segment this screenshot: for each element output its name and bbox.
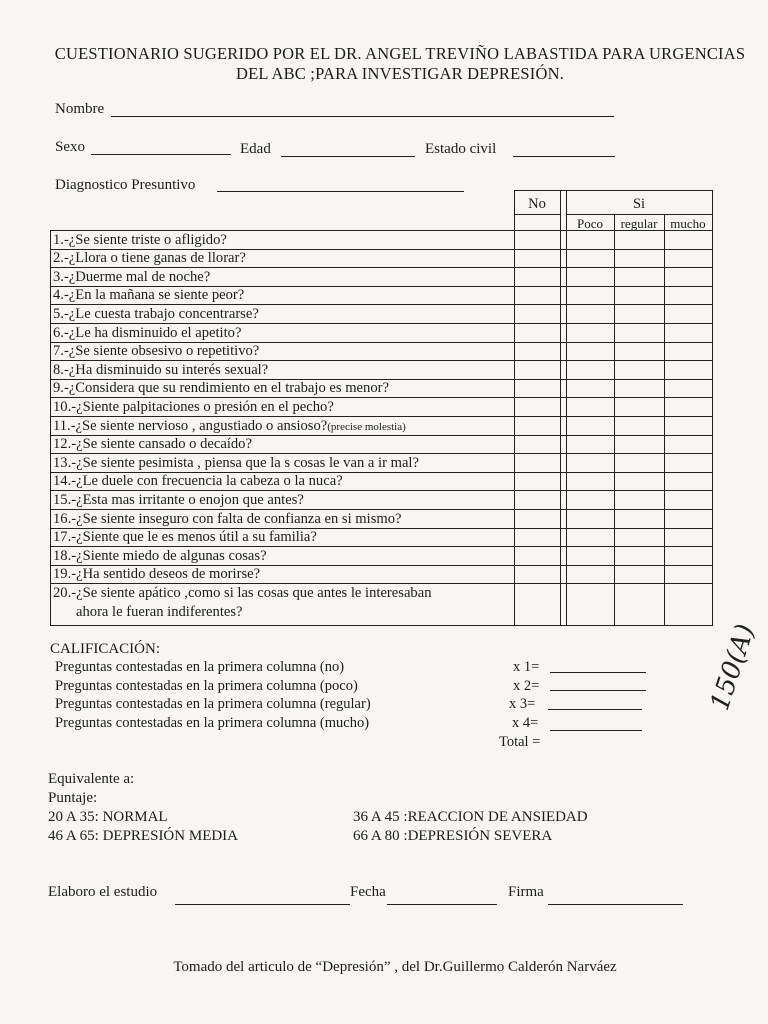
edad-field[interactable] (281, 156, 415, 157)
calificacion-row-4: Preguntas contestadas en la primera columna (mucho) (55, 714, 370, 731)
question-18: 18.-¿Siente miedo de algunas cosas? (53, 547, 267, 564)
sexo-field[interactable] (91, 154, 231, 155)
header-poco: Poco (577, 216, 603, 231)
question-9: 9.-¿Considera que su rendimiento en el trabajo es menor? (53, 380, 389, 397)
question-11-note: (precise molestia) (327, 420, 406, 433)
question-8: 8.-¿Ha disminuido su interés sexual? (53, 361, 269, 378)
title-line-2: DEL ABC ;PARA INVESTIGAR DEPRESIÓN. (235, 64, 565, 83)
puntaje-label: Puntaje: (48, 790, 98, 806)
title-line-1: CUESTIONARIO SUGERIDO POR EL DR. ANGEL TREVIÑO LABASTIDA PARA URGENCIAS (54, 44, 746, 63)
questionnaire-table (50, 190, 712, 626)
question-6: 6.-¿Le ha disminuido el apetito? (53, 324, 242, 341)
header-si: Si (632, 196, 646, 212)
estado-civil-label: Estado civil (425, 141, 497, 157)
header-no: No (528, 196, 546, 212)
edad-label: Edad (240, 141, 271, 157)
question-17: 17.-¿Siente que le es menos útil a su familia? (53, 529, 317, 546)
nombre-label: Nombre (55, 101, 105, 117)
calificacion-row-1: Preguntas contestadas en la primera columna (no) (55, 659, 345, 675)
mult-1: x 1= (513, 659, 540, 675)
question-12: 12.-¿Se siente cansado o decaído? (53, 436, 252, 453)
sexo-label: Sexo (55, 139, 85, 155)
header-regular: regular (620, 216, 658, 231)
equivalente-label: Equivalente a: (48, 771, 135, 787)
nombre-field[interactable] (111, 116, 614, 117)
mult-4: x 4= (512, 714, 539, 731)
question-13: 13.-¿Se siente pesimista , piensa que la s cosas le van a ir mal? (53, 454, 419, 471)
score-field-3[interactable] (548, 709, 642, 710)
question-4: 4.-¿En la mañana se siente peor? (53, 287, 245, 304)
question-15: 15.-¿Esta mas irritante o enojon que antes? (53, 491, 304, 508)
question-2: 2.-¿Llora o tiene ganas de llorar? (53, 250, 246, 267)
firma-label: Firma (508, 884, 544, 900)
question-16: 16.-¿Se siente inseguro con falta de confianza en si mismo? (53, 510, 402, 527)
calificacion-row-3: Preguntas contestadas en la primera columna (regular) (55, 696, 371, 712)
source-citation: Tomado del articulo de “Depresión” , del Dr.Guillermo Calderón Narváez (173, 959, 617, 975)
question-10: 10.-¿Siente palpitaciones o presión en el pecho? (53, 398, 334, 415)
question-3: 3.-¿Duerme mal de noche? (53, 268, 211, 285)
calificacion-row-2: Preguntas contestadas en la primera columna (poco) (55, 677, 358, 694)
question-11 (53, 417, 406, 436)
header-mucho: mucho (670, 216, 706, 231)
fecha-field[interactable] (387, 904, 497, 905)
elaboro-field[interactable] (175, 904, 350, 905)
question-5: 5.-¿Le cuesta trabajo concentrarse? (53, 305, 259, 322)
range-normal: 20 A 35: NORMAL (48, 809, 168, 825)
question-7: 7.-¿Se siente obsesivo o repetitivo? (53, 343, 260, 360)
score-field-1[interactable] (550, 672, 646, 673)
question-20: 20.-¿Se siente apático ,como si las cosas que antes le interesaban (53, 585, 432, 601)
score-field-4[interactable] (550, 730, 642, 731)
mult-3: x 3= (509, 696, 536, 712)
elaboro-label: Elaboro el estudio (48, 884, 158, 900)
score-field-2[interactable] (550, 690, 646, 691)
question-20-line-2: ahora le fueran indiferentes? (76, 604, 243, 620)
diagnostico-label: Diagnostico Presuntivo (55, 177, 196, 193)
handwritten-note: 150(A) (705, 620, 761, 715)
fecha-label: Fecha (350, 884, 386, 900)
question-19: 19.-¿Ha sentido deseos de morirse? (53, 566, 261, 583)
question-1: 1.-¿Se siente triste o afligido? (53, 231, 227, 248)
mult-2: x 2= (513, 677, 540, 694)
total-label: Total = (499, 734, 541, 750)
range-ansiedad: 36 A 45 :REACCION DE ANSIEDAD (353, 809, 588, 825)
range-depresion-media: 46 A 65: DEPRESIÓN MEDIA (48, 828, 239, 844)
range-depresion-severa: 66 A 80 :DEPRESIÓN SEVERA (353, 828, 553, 844)
firma-field[interactable] (548, 904, 683, 905)
question-14: 14.-¿Le duele con frecuencia la cabeza o la nuca? (53, 473, 343, 490)
calificacion-title: CALIFICACIÓN: (50, 641, 161, 657)
estado-civil-field[interactable] (513, 156, 615, 157)
question-11-text: 11.-¿Se siente nervioso , angustiado o ansioso? (53, 417, 328, 434)
document-title (40, 44, 760, 84)
